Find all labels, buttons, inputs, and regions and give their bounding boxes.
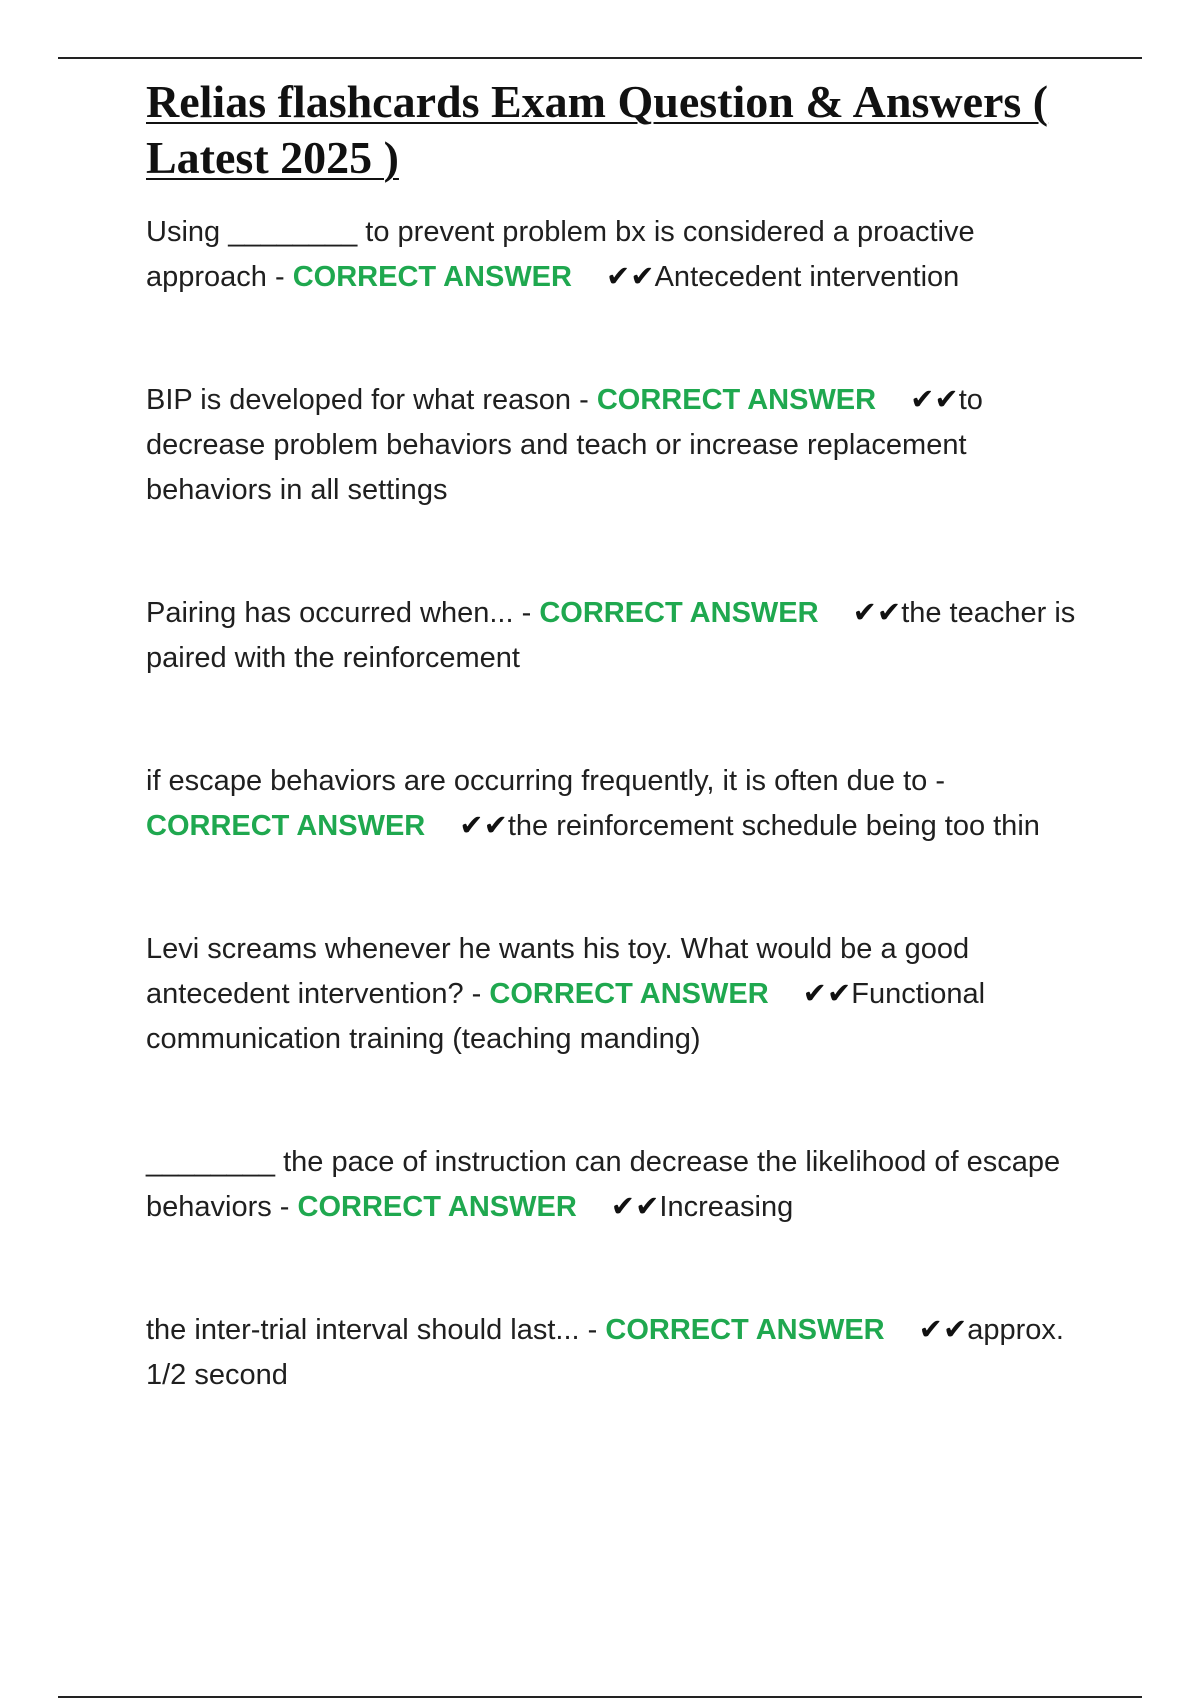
question-text: Pairing has occurred when... - <box>146 597 532 629</box>
check-icon: ✔✔ <box>852 597 902 629</box>
qa-item-5 <box>146 927 1086 1062</box>
document-title: Relias flashcards Exam Question & Answers ( Latest 2025 ) <box>146 76 1049 183</box>
question-text: Levi screams whenever he wants his toy. What would be a good antecedent intervention? - <box>146 933 970 1010</box>
qa-item-2 <box>146 378 1086 513</box>
correct-answer-label: CORRECT ANSWER <box>539 597 819 629</box>
answer-text: to decrease problem behaviors and teach or increase replacement behaviors in all settings <box>146 384 983 506</box>
answer-text: the reinforcement schedule being too thin <box>507 810 1040 842</box>
question-text: BIP is developed for what reason - <box>146 384 589 416</box>
answer-text: Functional communication training (teaching manding) <box>146 978 986 1055</box>
qa-item-4 <box>146 759 1086 849</box>
document-body <box>146 74 1086 1476</box>
answer-text: the teacher is paired with the reinforcement <box>146 597 1076 674</box>
question-text: Using ________ to prevent problem bx is considered a proactive approach - <box>146 216 975 293</box>
answer-text: approx. 1/2 second <box>146 1314 1064 1391</box>
correct-answer-label: CORRECT ANSWER <box>596 384 877 416</box>
question-text: if escape behaviors are occurring frequently, it is often due to - <box>146 765 946 797</box>
check-icon: ✔✔ <box>610 1191 660 1223</box>
correct-answer-label: CORRECT ANSWER <box>489 978 769 1010</box>
check-icon: ✔✔ <box>605 261 655 293</box>
question-text: the inter-trial interval should last... - <box>146 1314 598 1346</box>
qa-item-7 <box>146 1308 1086 1398</box>
question-text: ________ the pace of instruction can decrease the likelihood of escape behaviors - <box>146 1146 1061 1223</box>
answer-text: Increasing <box>659 1191 794 1223</box>
answer-text: Antecedent intervention <box>654 261 960 293</box>
qa-item-3 <box>146 591 1086 681</box>
check-icon: ✔✔ <box>918 1314 968 1346</box>
check-icon: ✔✔ <box>910 384 959 416</box>
qa-item-6 <box>146 1140 1086 1230</box>
qa-item-1 <box>146 210 1086 300</box>
check-icon: ✔✔ <box>459 810 508 842</box>
bottom-rule <box>58 1696 1142 1698</box>
correct-answer-label: CORRECT ANSWER <box>292 261 572 293</box>
check-icon: ✔✔ <box>802 978 852 1010</box>
top-rule <box>58 57 1142 59</box>
correct-answer-label: CORRECT ANSWER <box>297 1191 577 1223</box>
correct-answer-label: CORRECT ANSWER <box>146 810 426 842</box>
correct-answer-label: CORRECT ANSWER <box>605 1314 885 1346</box>
